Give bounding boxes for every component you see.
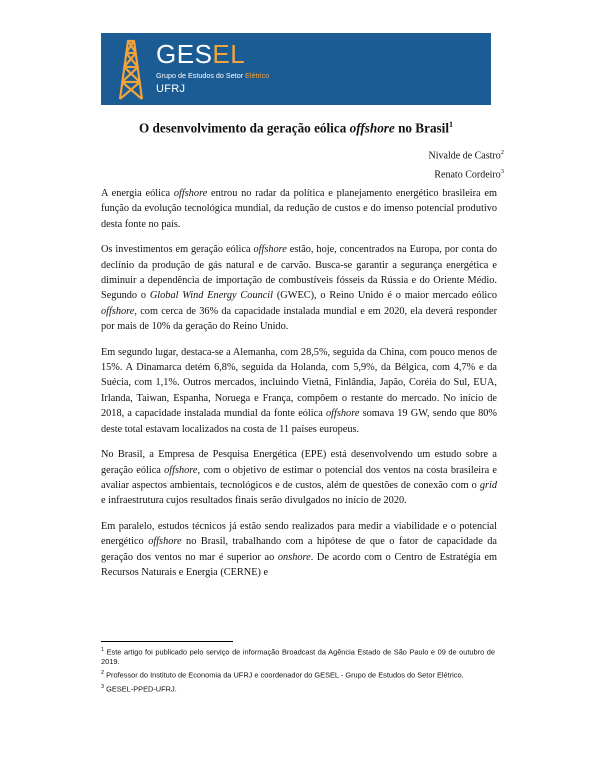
footnotes bbox=[101, 645, 495, 695]
footnote-number: 2 bbox=[101, 670, 105, 677]
text-run: , com cerca de 36% da capacidade instalada mundial e em 2020, ela deverá responder por mais de 10% da geração do Reino Unido. bbox=[101, 305, 497, 333]
text-run: . De acordo com o Centro de Estratégia em Recursos Naturais e Energia (CERNE) e bbox=[101, 551, 498, 578]
footnote-divider bbox=[101, 641, 233, 642]
logo-university: UFRJ bbox=[156, 83, 186, 95]
text-run: no Brasil, trabalhando com a hipótese de que o fator de capacidade da geração dos ventos no mar é superior ao bbox=[101, 536, 497, 563]
text-run: somava 19 GW, sendo que 80% deste total estavam localizados na costa de 11 países europeus. bbox=[101, 408, 497, 435]
footnote-text: Este artigo foi publicado pelo serviço de informação Broadcast da Agência Estado de São Paulo e 09 de outubro de 2019. bbox=[101, 647, 495, 667]
document-title bbox=[0, 120, 592, 136]
transmission-tower-icon bbox=[116, 37, 146, 101]
title-italic: offshore bbox=[349, 120, 395, 136]
author-footnote-ref: 3 bbox=[500, 168, 504, 175]
italic-term: offshore bbox=[326, 408, 360, 420]
author-footnote-ref: 2 bbox=[500, 149, 504, 156]
article-body bbox=[101, 186, 497, 590]
text-run: A energia eólica bbox=[101, 188, 174, 199]
italic-term: offshore bbox=[148, 536, 182, 548]
text-run: Os investimentos em geração eólica bbox=[101, 244, 254, 256]
italic-term: Global Wind Energy Council bbox=[149, 290, 274, 302]
author-name: Nivalde de Castro bbox=[428, 150, 501, 162]
text-run: Em paralelo, estudos técnicos já estão sendo realizados para medir a viabilidade e o potencial energético bbox=[101, 520, 497, 548]
italic-term: offshore bbox=[253, 244, 287, 256]
logo-name-accent: EL bbox=[212, 39, 246, 69]
title-tail: no Brasil bbox=[394, 120, 450, 136]
text-run: e infraestrutura cujos resultados finais serão divulgados no início de 2020. bbox=[101, 495, 407, 507]
paragraph bbox=[101, 186, 497, 232]
paragraph bbox=[101, 345, 497, 437]
gesel-logo bbox=[156, 41, 269, 95]
logo-name-prefix: GES bbox=[156, 39, 213, 69]
footnote-number: 1 bbox=[101, 647, 105, 653]
paragraph bbox=[101, 519, 497, 581]
footnote bbox=[101, 682, 495, 694]
italic-term: offshore bbox=[173, 188, 208, 199]
text-run: , com o objetivo de estimar o potencial dos ventos na costa brasileira e avaliar aspectos ambientais, tecnológicos e de custos, além de questões de conexão com o bbox=[101, 464, 497, 491]
paragraph bbox=[101, 242, 497, 334]
footnote-text: Professor do Instituto de Economia da UFRJ e coordenador do GESEL - Grupo de Estudos do Setor Elétrico. bbox=[104, 670, 464, 680]
text-run: (GWEC), o Reino Unido é o maior mercado eólico bbox=[273, 290, 498, 302]
footnote bbox=[101, 668, 495, 680]
italic-term: offshore bbox=[101, 305, 135, 317]
logo-subtitle: Grupo de Estudos do Setor bbox=[156, 71, 246, 80]
text-run: estão, hoje, concentrados na Europa, por conta do declínio da produção de gás natural e de carvão. Busca-se garantir a segurança energética e diminuir a dependência de importação de combustíveis fósseis da Rússia e do Oriente Médio. Segundo o bbox=[101, 244, 497, 302]
logo-subtitle-accent: Elétrico bbox=[245, 71, 270, 80]
title-footnote-ref: 1 bbox=[449, 120, 454, 129]
italic-term: onshore bbox=[277, 551, 311, 563]
text-run: entrou no radar da política e planejamento energético brasileira em função da evolução tecnológica mundial, da redução de custos e do imenso potencial produtivo desta fonte no país. bbox=[101, 188, 497, 230]
footnote-number: 3 bbox=[101, 683, 105, 690]
footnote-text: GESEL-PPED-UFRJ. bbox=[104, 684, 177, 694]
italic-term: grid bbox=[479, 479, 497, 491]
paragraph bbox=[101, 447, 497, 509]
author-name: Renato Cordeiro bbox=[434, 169, 501, 181]
author-2 bbox=[434, 168, 504, 180]
author-1 bbox=[429, 149, 504, 161]
text-run: Em segundo lugar, destaca-se a Alemanha, com 28,5%, seguida da China, com pouco menos de 15%. A Dinamarca detém 6,8%, seguida da Holanda, com 5,9%, da Bélgica, com 4,7% e da Suécia, com 1,1%. Outros mercados, incluindo Vietnã, Finlândia, Japão, Coréia do Sul, EUA, Irlanda, Taiwan, Espanha, Noruega e França, compõem o restante do mercado. No início de 2018, a capacidade instalada mundial da fonte eólica bbox=[101, 346, 497, 420]
italic-term: offshore bbox=[164, 464, 198, 476]
text-run: No Brasil, a Empresa de Pesquisa Energética (EPE) está desenvolvendo um estudo sobre a geração eólica bbox=[101, 449, 497, 476]
footnote bbox=[101, 645, 495, 667]
title-text: O desenvolvimento da geração eólica bbox=[138, 120, 350, 136]
